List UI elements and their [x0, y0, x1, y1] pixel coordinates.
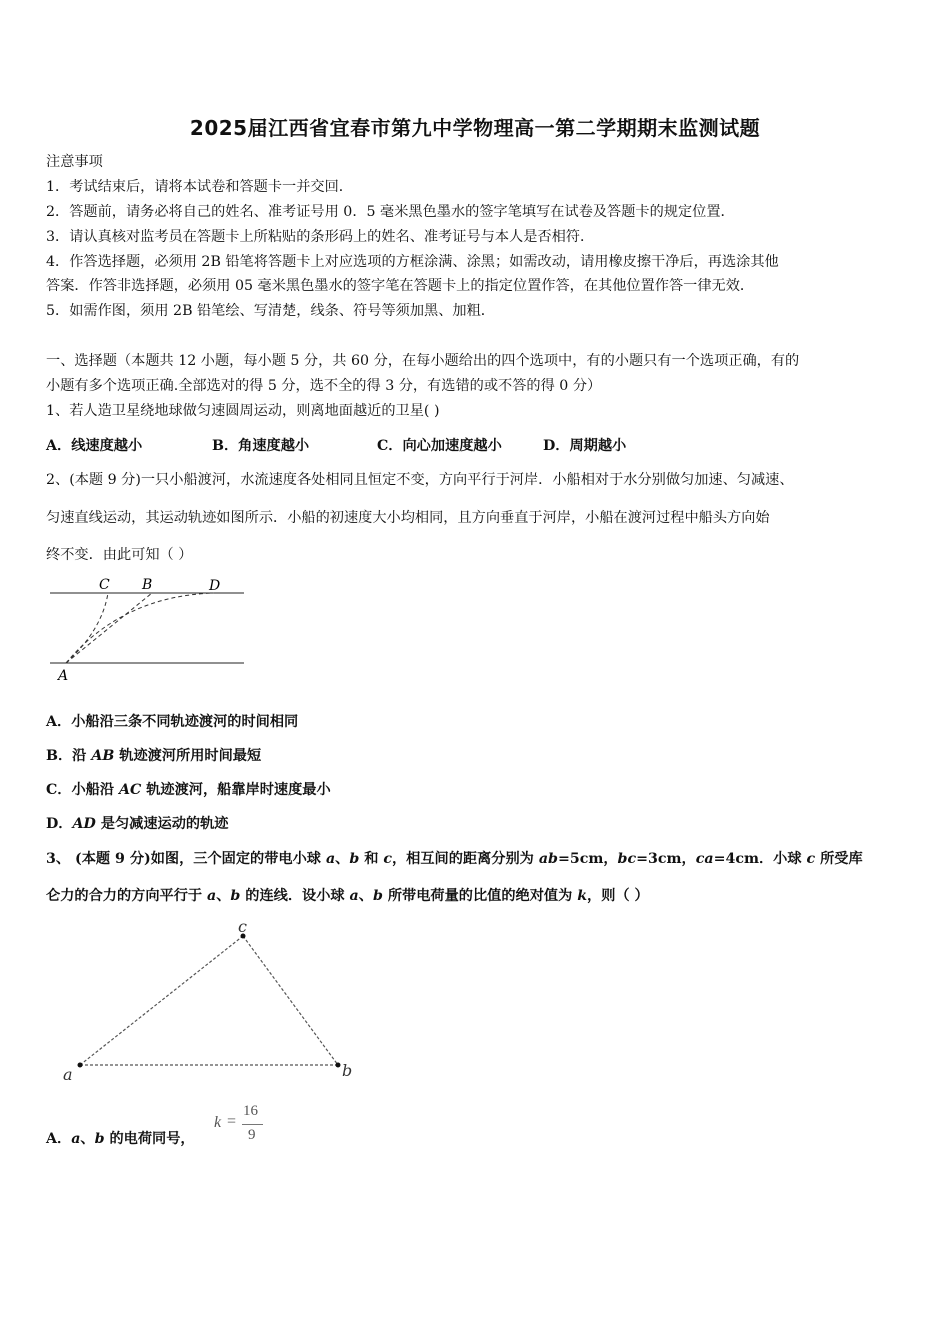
- formula-numerator: 16: [243, 1103, 258, 1119]
- q1-option-a[interactable]: A．线速度越小: [46, 438, 143, 454]
- question-3-stem: [46, 849, 908, 869]
- var-ab: ab: [538, 851, 558, 867]
- var-a: a: [325, 851, 336, 867]
- stem-text: 所带电荷量的比值的绝对值为: [382, 888, 578, 904]
- option-text: A．: [46, 1131, 72, 1147]
- figure-label-a: a: [63, 1065, 73, 1084]
- stem-text: 的连线．设小球: [240, 888, 350, 904]
- var-ab: AB: [91, 748, 115, 764]
- figure-label-d: D: [209, 578, 221, 594]
- var-ca: ca: [695, 851, 714, 867]
- stem-text: =5cm，: [557, 851, 618, 867]
- option-text: D．: [46, 816, 73, 832]
- q2-option-b[interactable]: [46, 746, 908, 766]
- formula-k: k: [214, 1114, 222, 1131]
- figure-label-c: c: [238, 917, 247, 936]
- notice-item: 4．作答选择题，必须用 2B 铅笔将答题卡上对应选项的方框涂满、涂黑；如需改动，请用橡皮擦干净后，再选涂其他: [46, 254, 779, 270]
- stem-text: =4cm．小球: [713, 851, 807, 867]
- option-text: 的电荷同号，: [104, 1131, 195, 1147]
- stem-text: 所受库: [815, 851, 863, 867]
- stem-text: 仑力的合力的方向平行于: [46, 888, 208, 904]
- stem-text: 3、 (本题 9 分)如图，三个固定的带电小球: [46, 851, 326, 867]
- notice-item: 3．请认真核对监考员在答题卡上所粘贴的条形码上的姓名、准考证号与本人是否相符．: [46, 229, 595, 245]
- option-text: 是匀减速运动的轨迹: [95, 816, 229, 832]
- stem-text: ，则（ ）: [587, 888, 649, 904]
- formula-equals: =: [227, 1113, 237, 1130]
- formula-denominator: 9: [248, 1127, 256, 1143]
- option-text: 、: [80, 1131, 95, 1147]
- question-2-stem: 2、(本题 9 分)一只小船渡河，水流速度各处相同且恒定不变，方向平行于河岸．小船相对于水分别做匀加速、匀减速、: [46, 472, 794, 488]
- notice-item: 2．答题前，请务必将自己的姓名、准考证号用 0．5 毫米黑色墨水的签字笔填写在试卷及答题卡的规定位置．: [46, 204, 735, 220]
- var-ad: AD: [72, 816, 96, 832]
- question-2-stem: 匀速直线运动，其运动轨迹如图所示．小船的初速度大小均相同，且方向垂直于河岸，小船在渡河过程中船头方向始: [46, 510, 770, 526]
- var-bc: bc: [617, 851, 637, 867]
- charge-a: [78, 1063, 83, 1068]
- river-crossing-figure: [44, 572, 254, 688]
- q1-option-b[interactable]: B．角速度越小: [212, 438, 310, 454]
- option-text: C．小船沿: [46, 782, 119, 798]
- var-b: b: [230, 888, 241, 904]
- var-b: b: [372, 888, 383, 904]
- stem-text: 、: [358, 888, 373, 904]
- charge-b: [336, 1063, 341, 1068]
- stem-text: 、: [216, 888, 231, 904]
- q2-option-d[interactable]: [46, 814, 908, 834]
- figure-label-b: b: [342, 1061, 353, 1080]
- q3-option-a[interactable]: [46, 1129, 908, 1149]
- var-a: a: [349, 888, 359, 904]
- question-1-stem: 1、若人造卫星绕地球做匀速圆周运动，则离地面越近的卫星( ): [46, 403, 440, 419]
- charges-triangle-figure: [50, 916, 370, 1088]
- fraction-bar: [242, 1124, 263, 1125]
- q1-option-d[interactable]: D．周期越小: [543, 438, 627, 454]
- var-a: a: [71, 1131, 81, 1147]
- notice-item: 答案．作答非选择题，必须用 05 毫米黑色墨水的签字笔在答题卡上的指定位置作答，在其他位置作答一律无效．: [46, 278, 755, 294]
- var-c: c: [806, 851, 816, 867]
- question-2-stem: 终不变．由此可知（ ）: [46, 547, 193, 563]
- q2-option-a[interactable]: A．小船沿三条不同轨迹渡河的时间相同: [46, 714, 299, 730]
- q2-option-c[interactable]: [46, 780, 908, 800]
- section-heading-cont: 小题有多个选项正确.全部选对的得 5 分，选不全的得 3 分，有选错的或不答的得 0 分）: [46, 378, 602, 394]
- var-a: a: [207, 888, 217, 904]
- figure-label-a: A: [58, 668, 69, 684]
- var-k: k: [577, 888, 588, 904]
- stem-text: 、: [335, 851, 350, 867]
- option-text: B．沿: [46, 748, 92, 764]
- question-3-stem: [46, 886, 908, 906]
- stem-text: =3cm，: [636, 851, 696, 867]
- notice-heading: 注意事项: [46, 154, 103, 170]
- q1-option-c[interactable]: C．向心加速度越小: [377, 438, 502, 454]
- figure-label-b: B: [142, 577, 153, 593]
- stem-text: 和: [359, 851, 384, 867]
- figure-label-c: C: [99, 577, 110, 593]
- var-ac: AC: [118, 782, 142, 798]
- section-heading: 一、选择题（本题共 12 小题，每小题 5 分，共 60 分，在每小题给出的四个选项中，有的小题只有一个选项正确，有的: [46, 353, 800, 369]
- notice-item: 1．考试结束后，请将本试卷和答题卡一并交回．: [46, 179, 353, 195]
- notice-item: 5．如需作图，须用 2B 铅笔绘、写清楚，线条、符号等须加黑、加粗．: [46, 303, 495, 319]
- var-b: b: [349, 851, 360, 867]
- exam-title: 2025届江西省宜春市第九中学物理高一第二学期期末监测试题: [189, 116, 761, 140]
- option-text: 轨迹渡河所用时间最短: [114, 748, 262, 764]
- option-text: 轨迹渡河，船靠岸时速度最小: [141, 782, 331, 798]
- var-c: c: [383, 851, 392, 867]
- var-b: b: [94, 1131, 105, 1147]
- stem-text: ，相互间的距离分别为: [391, 851, 539, 867]
